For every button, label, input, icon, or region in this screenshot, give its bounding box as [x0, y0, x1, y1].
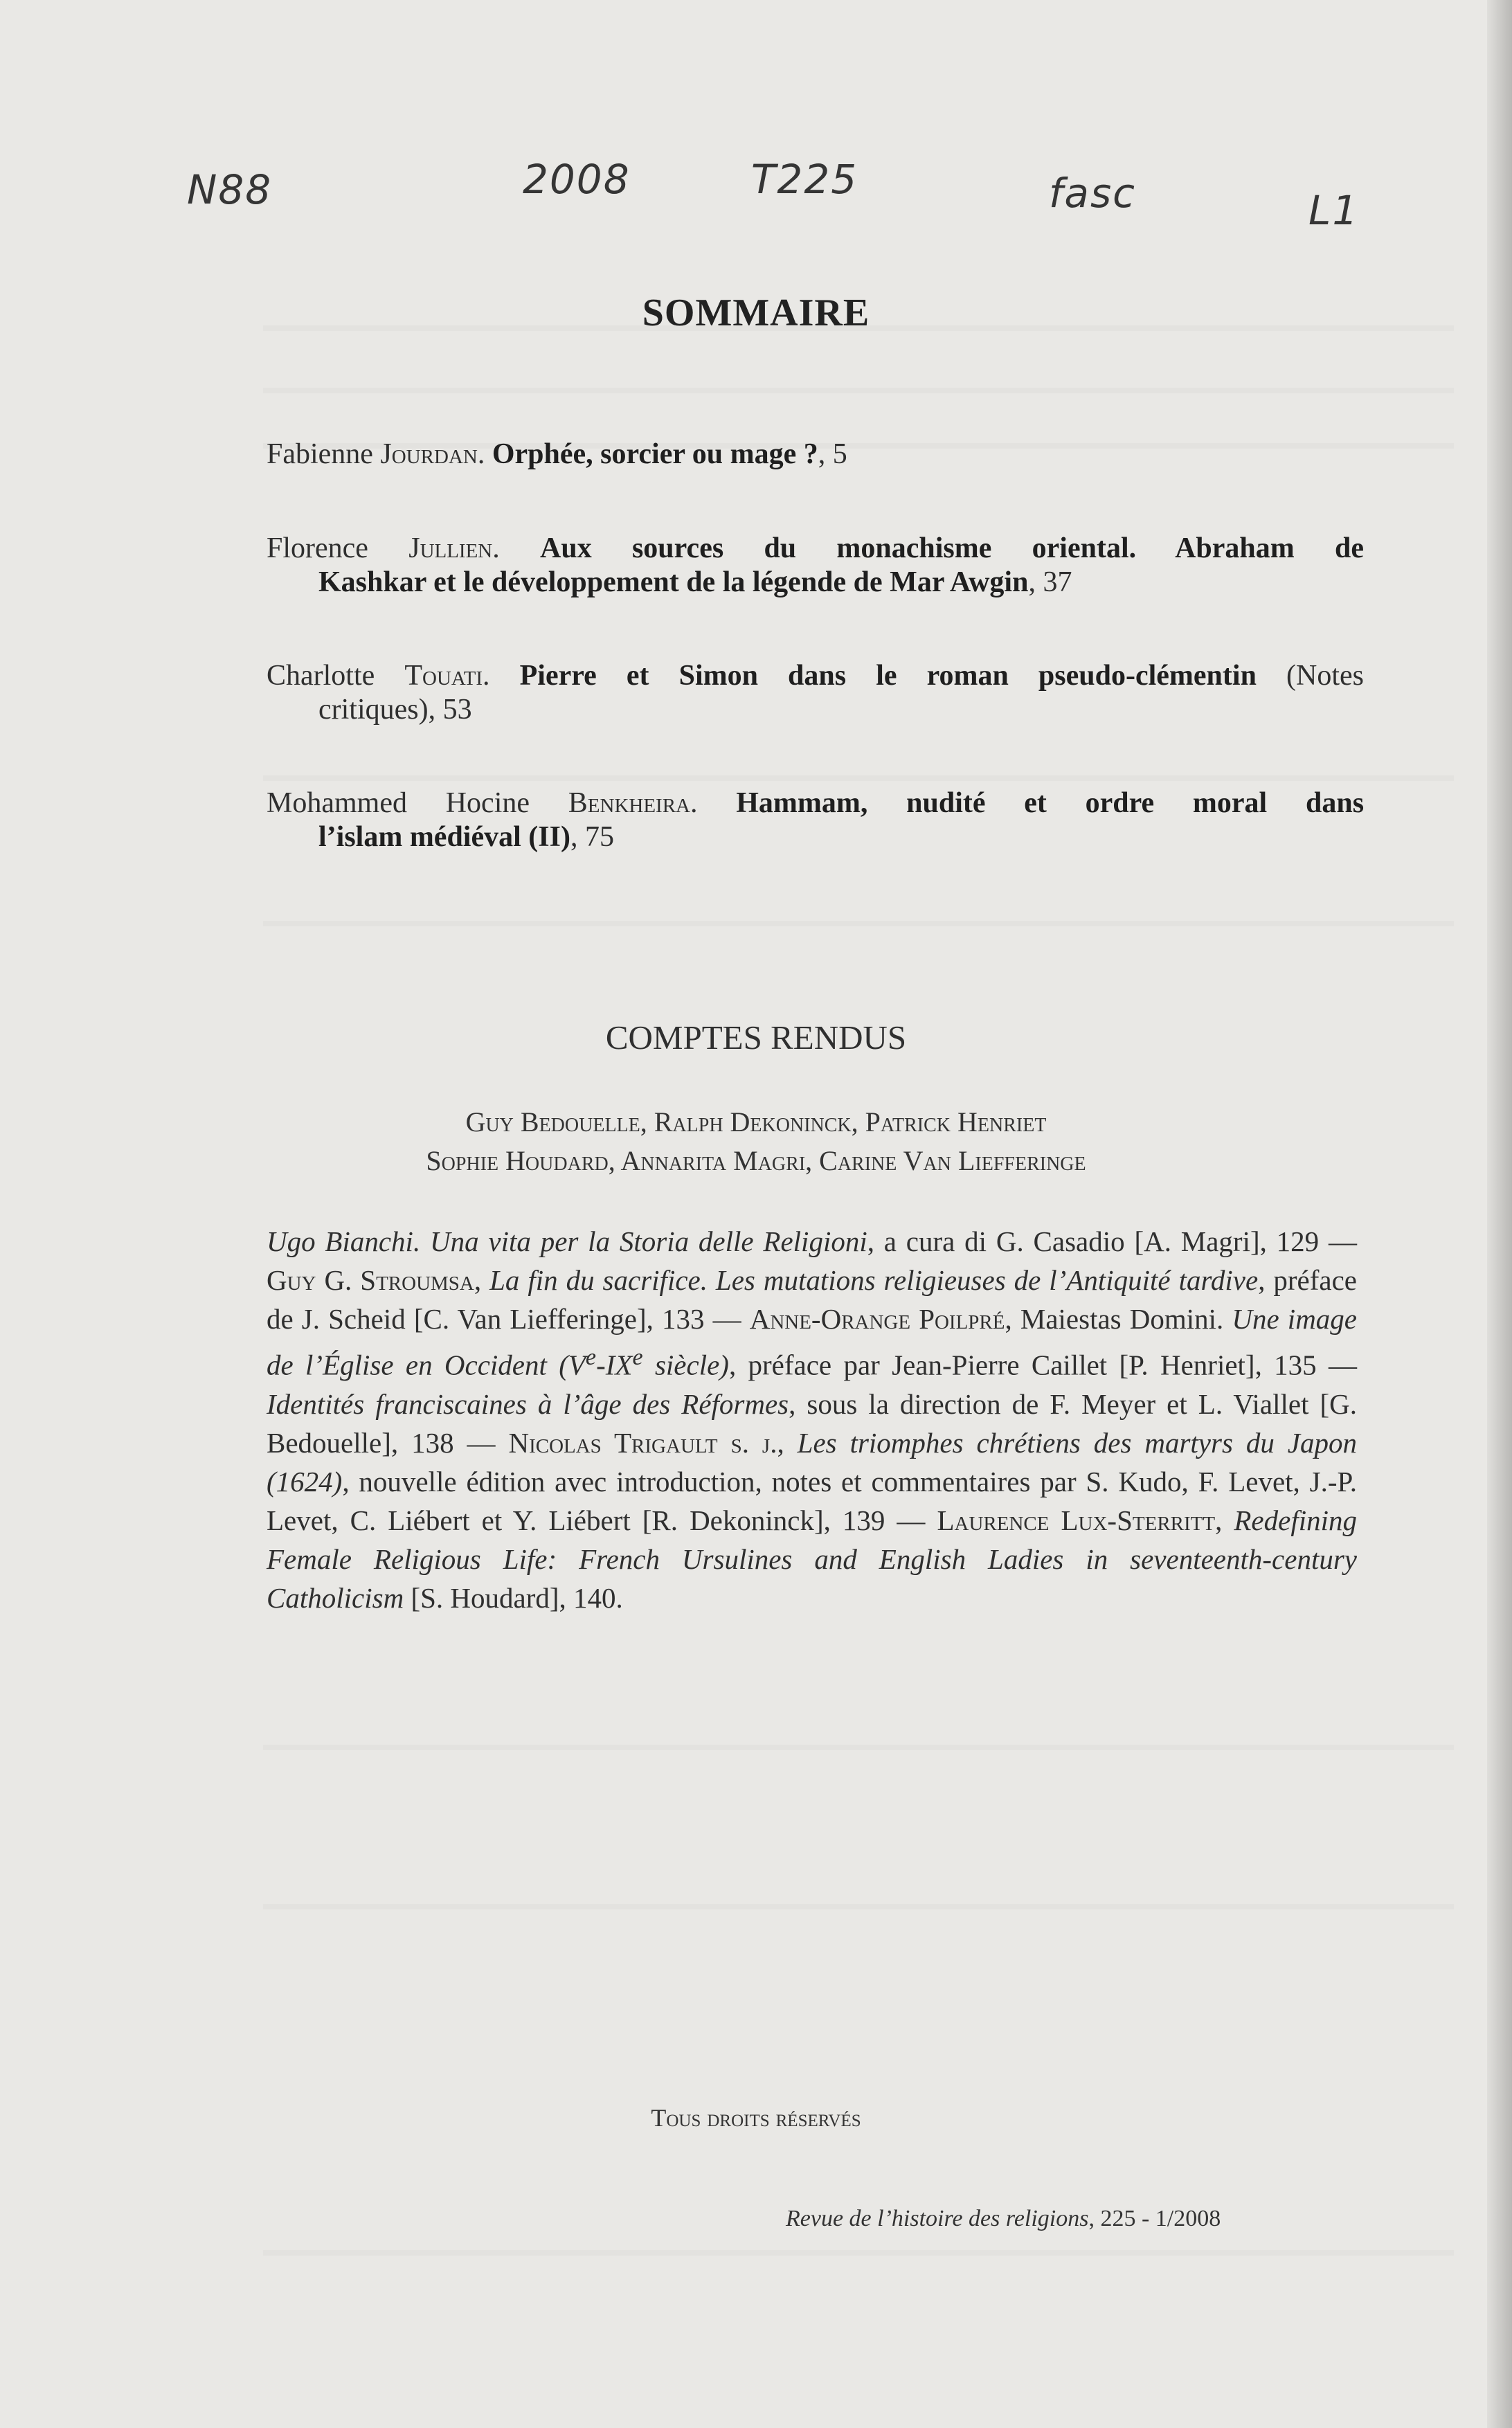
handwritten-note: N88	[187, 166, 273, 213]
review-title: La fin du sacrifice. Les mutations religieuses de l’Antiquité tardive	[489, 1264, 1259, 1296]
contributors-line: Guy Bedouelle, Ralph Dekoninck, Patrick Henriet	[465, 1106, 1047, 1137]
handwritten-word: fasc	[1049, 170, 1137, 217]
author-first: Charlotte	[267, 660, 375, 692]
review-title: Les triomphes chrétiens des martyrs du Japon (1624)	[267, 1426, 1357, 1498]
review-title: Identités franciscaines à l’âge des Réformes	[267, 1387, 789, 1420]
article-entry: Mohammed Hocine Benkheira. Hammam, nudité et ordre moral dans l’islam médiéval (II), 75	[267, 787, 1365, 853]
journal-issue: , 225 - 1/2008	[1088, 2206, 1221, 2231]
review-detail: , préface par Jean-Pierre Caillet [P. Henriet], 135 —	[728, 1349, 1357, 1381]
review-title: Redefining Female Religious Life: French Ursulines and English Ladies in seventeenth-century Catholicism	[267, 1504, 1358, 1614]
handwritten-year: 2008	[523, 156, 631, 203]
journal-name: Revue de l’histoire des religions	[786, 2206, 1089, 2231]
article-title: Orphée, sorcier ou mage ?	[492, 438, 818, 470]
author-first: Florence	[267, 532, 368, 564]
article-page: , 75	[570, 821, 614, 853]
article-title: Hammam, nudité et ordre moral dans	[736, 787, 1365, 819]
author-last: Touati	[404, 660, 483, 692]
rights-notice: Tous droits réservés	[651, 2104, 861, 2132]
review-detail: , préface de J. Scheid [C. Van Liefferinge], 133 —	[267, 1264, 1357, 1335]
running-footer	[786, 2206, 1221, 2232]
author-last: Jullien	[408, 532, 493, 564]
article-entry: Fabienne Jourdan. Orphée, sorcier ou mage ?, 5	[267, 438, 847, 470]
article-title: Aux sources du monachisme oriental. Abraham de	[540, 532, 1365, 564]
article-entry: Florence Jullien. Aux sources du monachisme oriental. Abraham de Kashkar et le développement de la légende de Mar Awgin, 37	[267, 532, 1365, 598]
review-detail: , sous la direction de F. Meyer et L. Viallet [G. Bedouelle], 138 —	[267, 1387, 1357, 1459]
article-title-cont: Kashkar et le développement de la légende de Mar Awgin	[318, 566, 1029, 598]
review-detail: [S. Houdard], 140.	[404, 1581, 623, 1614]
bleed-through	[263, 921, 1454, 926]
author-first: Mohammed Hocine	[267, 787, 530, 819]
review-text: Maiestas Domini.	[1020, 1303, 1232, 1335]
review-author: Nicolas Trigault s. j.	[508, 1426, 777, 1459]
bleed-through	[263, 1745, 1454, 1750]
review-title: siècle)	[642, 1349, 729, 1381]
article-title: Pierre et Simon dans le roman pseudo-clémentin	[519, 660, 1257, 692]
review-title-sup: e	[585, 1345, 597, 1370]
review-title: Ugo Bianchi. Una vita per la Storia delle Religioni	[267, 1225, 867, 1257]
article-entry: Charlotte Touati. Pierre et Simon dans le roman pseudo-clémentin (Notes critiques), 53	[267, 660, 1365, 726]
review-detail: , a cura di G. Casadio [A. Magri], 129 —	[867, 1225, 1357, 1257]
review-author: Anne-Orange Poilpré	[749, 1303, 1005, 1335]
article-page: , 37	[1028, 566, 1072, 598]
review-title: Une image de l’Église en Occident (V	[267, 1303, 1358, 1381]
bleed-through	[263, 388, 1454, 393]
bleed-through	[263, 1904, 1454, 1909]
reviews-paragraph: Ugo Bianchi. Una vita per la Storia delle Religioni, a cura di G. Casadio [A. Magri], 129 — Guy G. Stroumsa, La fin du sacrifice. Les mutations religieuses de l’Antiquité tardive, préface de J. Scheid [C. Van Liefferinge], 133 — Anne-Orange Poilpré, Maiestas Domini. Une image de l’Église en Occident (Ve-IXe siècle), préface par Jean-Pierre Caillet [P. Henriet], 135 — Identités franciscaines à l’âge des Réformes, sous la direction de F. Meyer et L. Viallet [G. Bedouelle], 138 — Nicolas Trigault s. j., Les triomphes chrétiens des martyrs du Japon (1624), nouvelle édition avec introduction, notes et commentaires par S. Kudo, F. Levet, J.-P. Levet, C. Liébert et Y. Liébert [R. Dekoninck], 139 — Laurence Lux-Sterritt, Redefining Female Religious Life: French Ursulines and English Ladies in seventeenth-century Catholicism [S. Houdard], 140.	[267, 1225, 1358, 1614]
handwritten-volume: T225	[751, 156, 858, 203]
section-heading: COMPTES RENDUS	[605, 1018, 907, 1056]
review-title-sup: e	[632, 1345, 643, 1370]
review-detail: , nouvelle édition avec introduction, notes et commentaires par S. Kudo, F. Levet, J.-P. Levet, C. Liébert et Y. Liébert [R. Dekoninck], 139 —	[267, 1465, 1357, 1536]
review-author: Laurence Lux-Sterritt	[937, 1504, 1216, 1536]
review-title: -IX	[596, 1349, 633, 1381]
author-last: Benkheira	[568, 787, 690, 819]
article-page: , 5	[818, 438, 847, 470]
article-note-cont: critiques), 53	[318, 694, 472, 726]
bleed-through	[263, 775, 1454, 781]
page-edge-shadow	[1487, 0, 1512, 2428]
article-note: (Notes	[1256, 660, 1365, 692]
handwritten-right-note: L1	[1308, 187, 1360, 234]
review-author: Guy G. Stroumsa	[267, 1264, 474, 1296]
page-title: SOMMAIRE	[642, 291, 870, 334]
author-last: Jourdan	[380, 438, 478, 470]
bleed-through	[263, 2250, 1454, 2256]
article-title-cont: l’islam médiéval (II)	[318, 821, 570, 853]
contributors-line: Sophie Houdard, Annarita Magri, Carine Van Liefferinge	[426, 1145, 1086, 1176]
author-first: Fabienne	[267, 438, 373, 470]
